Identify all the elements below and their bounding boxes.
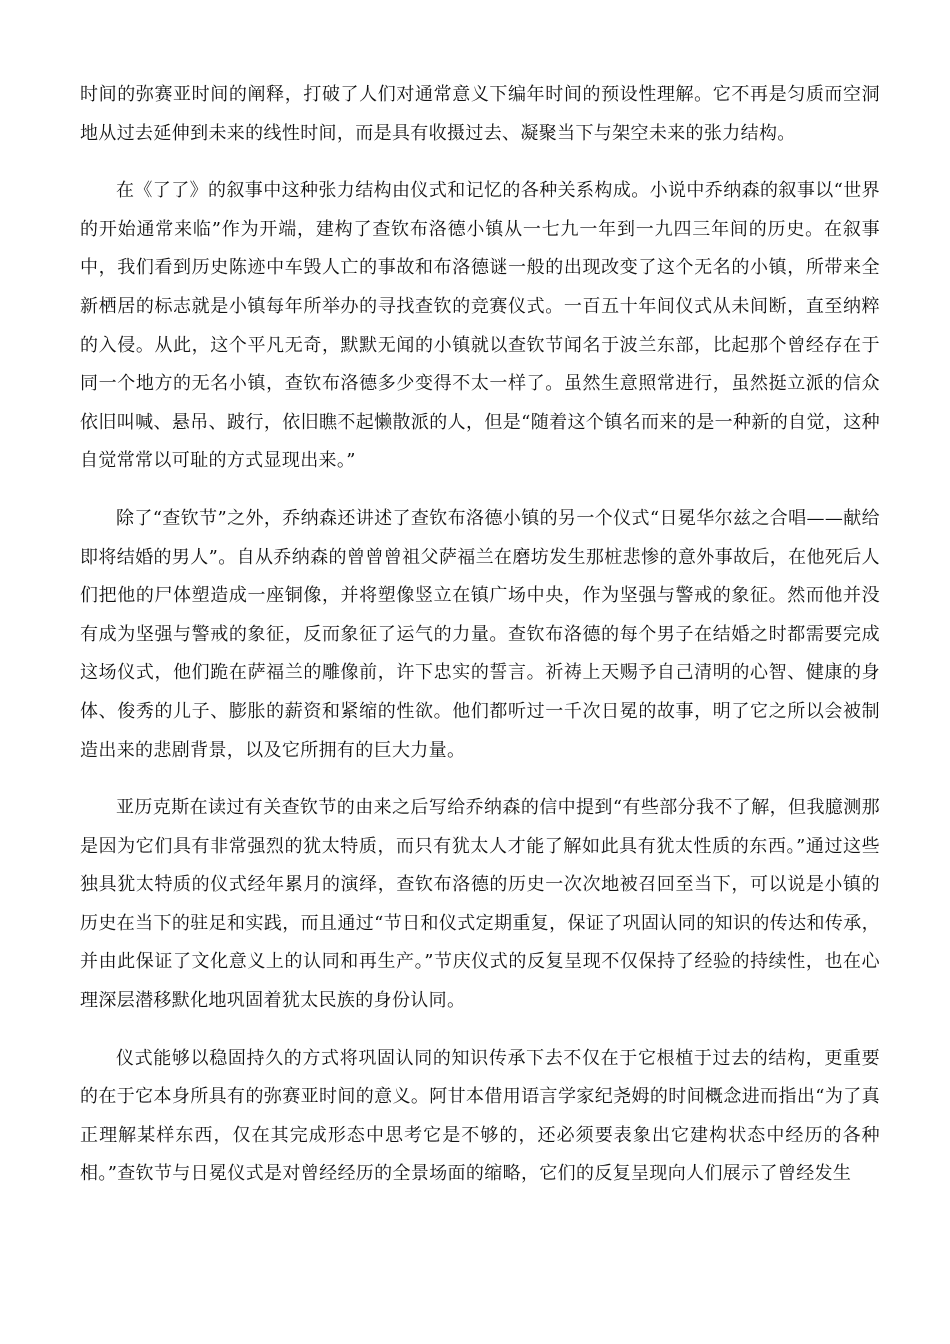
paragraph-ritual-memory: 在《了了》的叙事中这种张力结构由仪式和记忆的各种关系构成。小说中乔纳森的叙事以“世界的开始通常来临”作为开端，建构了查钦布洛德小镇从一七九一年到一九四三年间的历史。在叙事中，我们看到历史陈迹中车毁人亡的事故和布洛德谜一般的出现改变了这个无名的小镇，所带来全新栖居的标志就是小镇每年所举办的寻找查钦的竞赛仪式。一百五十年间仪式从未间断，直至纳粹的入侵。从此，这个平凡无奇，默默无闻的小镇就以查钦节闻名于波兰东部，比起那个曾经存在于同一个地方的无名小镇，查钦布洛德多少变得不太一样了。虽然生意照常进行，虽然挺立派的信众依旧叫喊、悬吊、跛行，依旧瞧不起懒散派的人，但是“随着这个镇名而来的是一种新的自觉，这种自觉常常以可耻的方式显现出来。”	[80, 180, 880, 472]
document-page	[80, 76, 880, 1213]
paragraph-alex-letter: 亚历克斯在读过有关查钦节的由来之后写给乔纳森的信中提到“有些部分我不了解，但我臆测那是因为它们具有非常强烈的犹太特质，而只有犹太人才能了解如此具有犹太性质的东西。”通过这些独具犹太特质的仪式经年累月的演绎，查钦布洛德的历史一次次地被召回至当下，可以说是小镇的历史在当下的驻足和实践，而且通过“节日和仪式定期重复，保证了巩固认同的知识的传达和传承，并由此保证了文化意义上的认同和再生产。”节庆仪式的反复呈现不仅保持了经验的持续性，也在心理深层潜移默化地巩固着犹太民族的身份认同。	[80, 797, 880, 1012]
paragraph-sundial-ritual: 除了“查钦节”之外，乔纳森还讲述了查钦布洛德小镇的另一个仪式“日冕华尔兹之合唱——献给即将结婚的男人”。自从乔纳森的曾曾曾祖父萨福兰在磨坊发生那桩悲惨的意外事故后，在他死后人们把他的尸体塑造成一座铜像，并将塑像竖立在镇广场中央，作为坚强与警戒的象征。然而他并没有成为坚强与警戒的象征，反而象征了运气的力量。查钦布洛德的每个男子在结婚之时都需要完成这场仪式，他们跪在萨福兰的雕像前，许下忠实的誓言。祈祷上天赐予自己清明的心智、健康的身体、俊秀的儿子、膨胀的薪资和紧缩的性欲。他们都听过一千次日冕的故事，明了它之所以会被制造出来的悲剧背景，以及它所拥有的巨大力量。	[80, 507, 880, 761]
paragraph-messianic-time: 仪式能够以稳固持久的方式将巩固认同的知识传承下去不仅在于它根植于过去的结构，更重要的在于它本身所具有的弥赛亚时间的意义。阿甘本借用语言学家纪尧姆的时间概念进而指出“为了真正理解某样东西，仅在其完成形态中思考它是不够的，还必须要表象出它建构状态中经历的各种相。”查钦节与日冕仪式是对曾经经历的全景场面的缩略，它们的反复呈现向人们展示了曾经发生	[80, 1047, 880, 1185]
paragraph-continuation: 时间的弥赛亚时间的阐释，打破了人们对通常意义下编年时间的预设性理解。它不再是匀质而空洞地从过去延伸到未来的线性时间，而是具有收摄过去、凝聚当下与架空未来的张力结构。	[80, 84, 880, 144]
